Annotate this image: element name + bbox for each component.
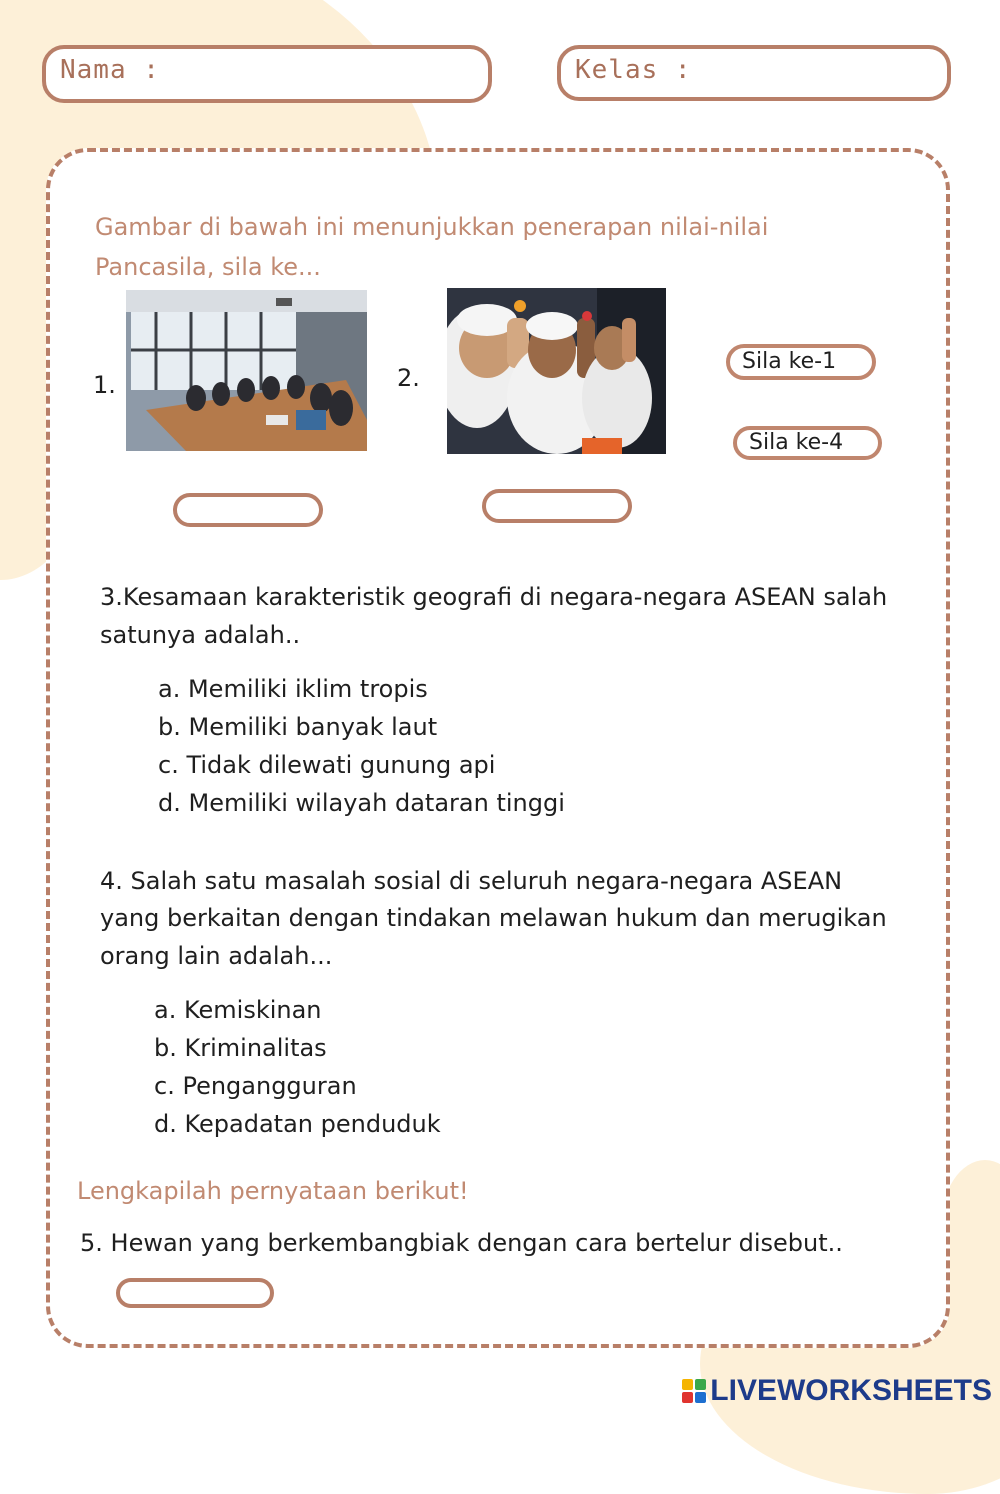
q4-choice-c: c. Pengangguran — [154, 1072, 357, 1100]
name-label: Nama : — [60, 55, 160, 85]
q4-choice-a: a. Kemiskinan — [154, 996, 322, 1024]
question-3-text-line2: satunya adalah.. — [100, 621, 301, 649]
liveworksheets-logo-icon — [682, 1379, 706, 1403]
praying-people-photo — [447, 288, 666, 454]
meeting-room-photo — [126, 290, 367, 451]
answer-input-5[interactable] — [116, 1278, 274, 1308]
answer-input-1[interactable] — [173, 493, 323, 527]
q3-choice-b: b. Memiliki banyak laut — [158, 713, 438, 741]
q3-choice-c: c. Tidak dilewati gunung api — [158, 751, 496, 779]
q4-choice-d: d. Kepadatan penduduk — [154, 1110, 441, 1138]
question-4-text-line2: yang berkaitan dengan tindakan melawan hukum dan merugikan — [100, 904, 887, 932]
question-5-text: 5. Hewan yang berkembangbiak dengan cara bertelur disebut.. — [80, 1229, 843, 1257]
option-sila-ke-4[interactable]: Sila ke-4 — [733, 426, 882, 460]
class-label: Kelas : — [575, 55, 692, 85]
item1-number: 1. — [93, 371, 116, 399]
liveworksheets-brand — [682, 1374, 992, 1408]
name-field[interactable] — [42, 45, 492, 103]
answer-input-2[interactable] — [482, 489, 632, 523]
q4-choice-b: b. Kriminalitas — [154, 1034, 327, 1062]
question-4-text-line3: orang lain adalah... — [100, 942, 333, 970]
q3-choice-d: d. Memiliki wilayah dataran tinggi — [158, 789, 565, 817]
section2-instruction: Lengkapilah pernyataan berikut! — [77, 1177, 469, 1205]
section1-instruction: Gambar di bawah ini menunjukkan penerapan nilai-nilai — [95, 213, 769, 241]
q3-choice-a: a. Memiliki iklim tropis — [158, 675, 428, 703]
question-3-text: 3.Kesamaan karakteristik geografi di negara-negara ASEAN salah — [100, 583, 888, 611]
section1-instruction-line2: Pancasila, sila ke... — [95, 253, 321, 281]
brand-text: LIVEWORKSHEETS — [710, 1374, 992, 1407]
option-sila-ke-1[interactable]: Sila ke-1 — [726, 344, 876, 380]
item2-number: 2. — [397, 364, 420, 392]
class-field[interactable] — [557, 45, 951, 101]
question-4-text: 4. Salah satu masalah sosial di seluruh negara-negara ASEAN — [100, 867, 843, 895]
